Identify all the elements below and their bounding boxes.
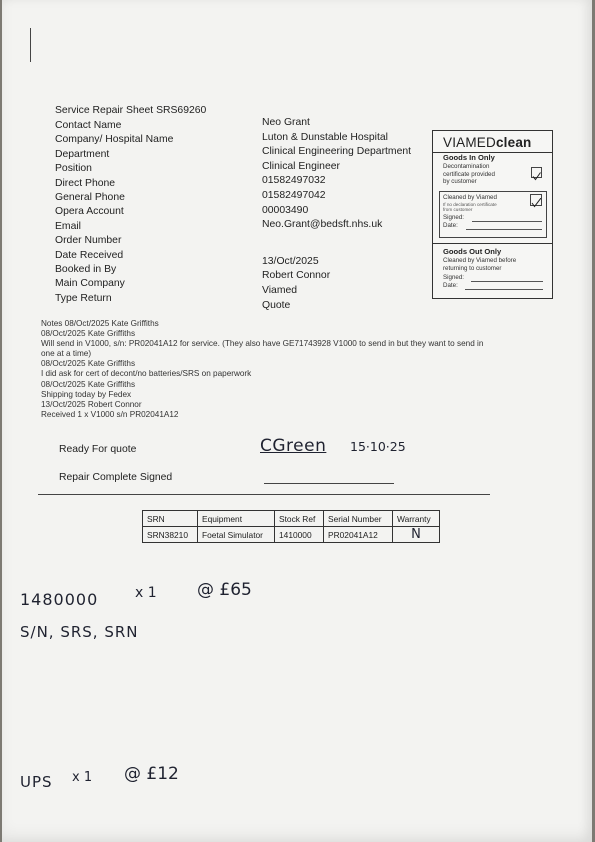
handwritten-price: @ £65 — [197, 580, 252, 600]
note-line: Notes 08/Oct/2025 Kate Griffiths — [41, 319, 159, 328]
repair-complete-label: Repair Complete Signed — [59, 472, 173, 483]
field-value: Robert Connor — [262, 270, 331, 282]
signed-label: Signed: — [443, 214, 464, 221]
table-header-row — [143, 511, 440, 527]
goods-in-title: Goods In Only — [443, 153, 495, 162]
table-cell — [393, 527, 440, 543]
note-line: 08/Oct/2025 Kate Griffiths — [41, 359, 136, 369]
table-header-cell: SRN — [143, 511, 198, 527]
section-divider — [38, 494, 490, 495]
handwritten-shipping-quantity: x 1 — [72, 770, 93, 785]
note-line: 13/Oct/2025 Robert Connor — [41, 399, 142, 409]
field-label: Type Return — [55, 292, 112, 304]
field-value: Neo Grant — [262, 117, 310, 128]
field-value: 00003490 — [262, 204, 309, 216]
repair-signature-line — [264, 483, 394, 484]
warranty-handwritten: N — [411, 527, 421, 542]
handwritten-quantity: x 1 — [135, 585, 157, 601]
field-label: Email — [55, 220, 81, 232]
table-row — [143, 527, 440, 543]
pen-mark — [30, 28, 31, 62]
viamed-clean-logo: VIAMEDclean — [443, 135, 532, 150]
field-label: Opera Account — [55, 206, 124, 218]
field-label: Order Number — [55, 235, 122, 247]
field-value: Clinical Engineer — [262, 160, 340, 172]
field-value — [262, 233, 411, 255]
field-values — [262, 116, 411, 313]
cleaned-text: If no declaration certificate from customer — [443, 202, 497, 213]
field-label: Company/ Hospital Name — [55, 134, 174, 146]
field-label: Contact Name — [55, 120, 122, 131]
handwritten-part-number: 1480000 — [20, 590, 99, 609]
notes-section — [41, 319, 551, 420]
goods-in-text: Decontamination certificate provided by customer — [443, 163, 495, 186]
table-cell: Foetal Simulator — [198, 527, 275, 543]
field-value: Viamed — [262, 284, 298, 296]
field-value: 13/Oct/2025 — [262, 255, 319, 267]
field-value: Luton & Dunstable Hospital — [262, 131, 388, 143]
tick-icon — [531, 198, 541, 208]
handwritten-references: S/N, SRS, SRN — [20, 623, 139, 641]
note-line: 08/Oct/2025 Kate Griffiths — [41, 379, 136, 389]
ready-signature: CGreen — [260, 436, 327, 456]
field-label: General Phone — [55, 191, 125, 203]
goods-out-title: Goods Out Only — [443, 247, 502, 256]
cleaned-by-viamed-box — [439, 191, 547, 238]
handwritten-shipping: UPS — [20, 773, 53, 791]
field-label: Booked in By — [55, 263, 117, 275]
page-title: Service Repair Sheet SRS69260 — [55, 105, 207, 116]
handwritten-shipping-price: @ £12 — [124, 764, 179, 784]
ready-date: 15·10·25 — [350, 439, 406, 454]
field-value: Neo.Grant@bedsft.nhs.uk — [262, 219, 383, 231]
goods-out-text: Cleaned by Viamed before returning to customer — [443, 257, 517, 272]
signed-label: Signed: — [443, 274, 464, 281]
field-value: Clinical Engineering Department — [262, 146, 412, 158]
note-line: I did ask for cert of decont/no batteries/SRS on paperwork — [41, 369, 252, 379]
field-label: Date Received — [55, 249, 124, 261]
field-label: Department — [55, 148, 110, 160]
table-header-cell: Equipment — [198, 511, 275, 527]
document-page — [2, 0, 592, 842]
table-cell: PR02041A12 — [324, 527, 393, 543]
table-header-cell: Warranty — [393, 511, 440, 527]
viamed-clean-box — [432, 130, 553, 299]
ready-for-quote-label: Ready For quote — [59, 444, 137, 455]
table-cell: 1410000 — [275, 527, 324, 543]
note-line: Received 1 x V1000 s/n PR02041A12 — [41, 409, 179, 419]
field-value: 01582497042 — [262, 189, 326, 201]
equipment-table — [142, 510, 440, 543]
cleaned-checkbox[interactable] — [530, 194, 542, 206]
tick-icon — [532, 172, 541, 181]
field-value: 01582497032 — [262, 175, 326, 187]
note-line: 08/Oct/2025 Kate Griffiths — [41, 329, 136, 339]
note-line: one at a time) — [41, 349, 92, 359]
table-header-cell: Stock Ref — [275, 511, 324, 527]
goods-in-checkbox[interactable] — [531, 167, 542, 178]
field-labels — [55, 119, 173, 306]
date-label: Date: — [443, 222, 458, 229]
field-label: Direct Phone — [55, 177, 116, 189]
field-label: Position — [55, 163, 92, 175]
table-header-cell: Serial Number — [324, 511, 393, 527]
note-line: Shipping today by Fedex — [41, 389, 132, 399]
date-label: Date: — [443, 282, 458, 289]
table-cell: SRN38210 — [143, 527, 198, 543]
field-label: Main Company — [55, 278, 125, 290]
cleaned-title: Cleaned by Viamed — [443, 194, 497, 201]
field-value: Quote — [262, 299, 291, 311]
note-line: Will send in V1000, s/n: PR02041A12 for service. (They also have GE71743928 V1000 to send in but they want to send in — [41, 339, 484, 349]
